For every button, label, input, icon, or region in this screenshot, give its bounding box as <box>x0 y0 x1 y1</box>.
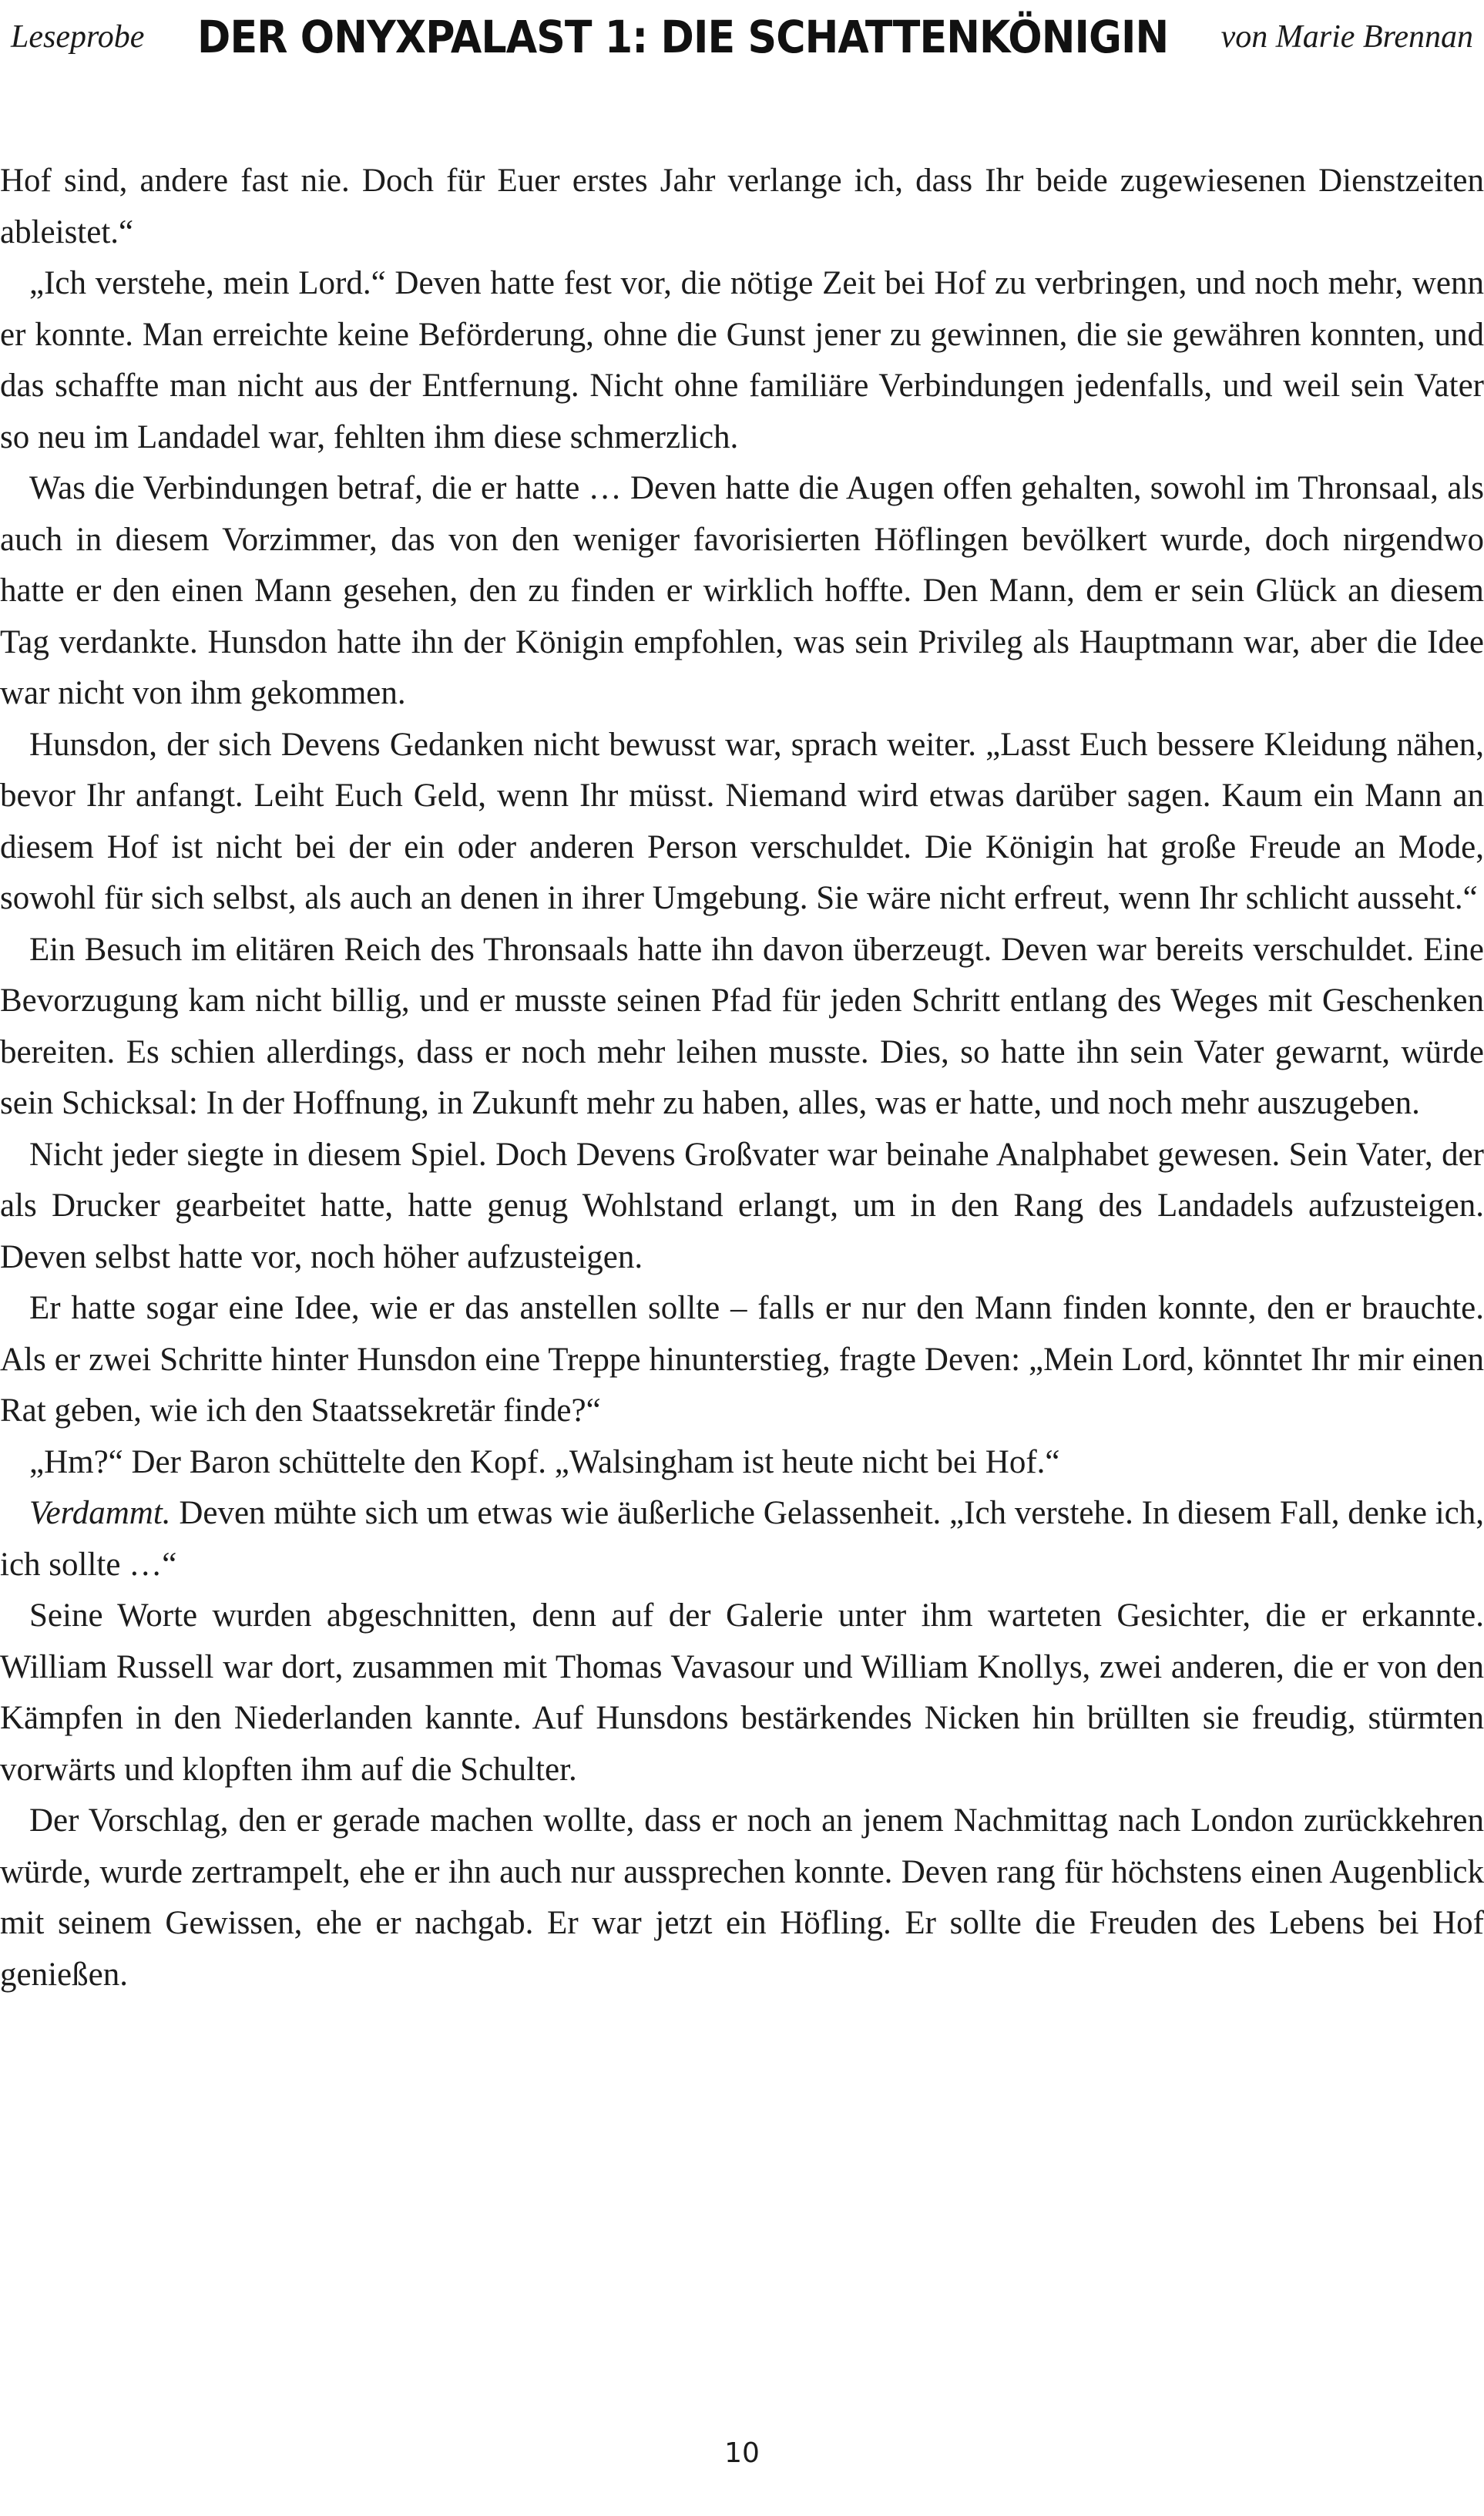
paragraph <box>0 1488 1484 1591</box>
page-number: 10 <box>724 2437 760 2469</box>
paragraph: „Hm?“ Der Baron schüttelte den Kopf. „Walsingham ist heute nicht bei Hof.“ <box>29 1443 1060 1480</box>
paragraph: Der Vorschlag, den er gerade machen wollte, dass er noch an jenem Nachmittag nach London zurückkehren würde, wurde zertrampelt, ehe er ihn auch nur aussprechen konnte. Deven rang für höchstens einen Augenblick mit seinem Gewissen, ehe er nachgab. Er war jetzt ein Höfling. Er sollte die Freuden des Lebens bei Hof genießen. <box>0 1802 1484 1993</box>
paragraph: Er hatte sogar eine Idee, wie er das anstellen sollte – falls er nur den Mann finden konnte, den er brauchte. Als er zwei Schritte hinter Hunsdon eine Treppe hinunterstieg, fragte Deven: „Mein Lord, könntet Ihr mir einen Rat geben, wie ich den Staatssekretär finde?“ <box>0 1290 1484 1429</box>
paragraph: „Ich verstehe, mein Lord.“ Deven hatte fest vor, die nötige Zeit bei Hof zu verbringen, und noch mehr, wenn er konnte. Man erreichte keine Beförderung, ohne die Gunst jener zu gewinnen, die sie gewähren konnten, und das schaffte man nicht aus der Entfernung. Nicht ohne familiäre Verbindungen jedenfalls, und weil sein Vater so neu im Landadel war, fehlten ihm diese schmerzlich. <box>0 265 1484 455</box>
paragraph: Hof sind, andere fast nie. Doch für Euer erstes Jahr verlange ich, dass Ihr beide zugewiesenen Dienstzeiten ableistet.“ <box>0 163 1484 250</box>
italic-exclamation: Verdammt. <box>29 1495 171 1531</box>
running-header <box>0 0 1484 74</box>
paragraph: Was die Verbindungen betraf, die er hatte … Deven hatte die Augen offen gehalten, sowohl im Thronsaal, als auch in diesem Vorzimmer, das von den weniger favorisierten Höflingen bevölkert wurde, doch nirgendwo hatte er den einen Mann gesehen, den zu finden er wirklich hoffte. Den Mann, dem er sein Glück an diesem Tag verdankte. Hunsdon hatte ihn der Königin empfohlen, was sein Privileg als Hauptmann war, aber die Idee war nicht von ihm gekommen. <box>0 470 1484 711</box>
paragraph: Ein Besuch im elitären Reich des Thronsaals hatte ihn davon überzeugt. Deven war bereits verschuldet. Eine Bevorzugung kam nicht billig, und er musste seinen Pfad für jeden Schritt entlang des Weges mit Geschenken bereiten. Es schien allerdings, dass er noch mehr leihen musste. Dies, so hatte ihn sein Vater gewarnt, würde sein Schicksal: In der Hoffnung, in Zukunft mehr zu haben, alles, was er hatte, und noch mehr auszugeben. <box>0 931 1484 1121</box>
paragraph: Hunsdon, der sich Devens Gedanken nicht bewusst war, sprach weiter. „Lasst Euch bessere Kleidung nähen, bevor Ihr anfangt. Leiht Euch Geld, wenn Ihr müsst. Niemand wird etwas darüber sagen. Kaum ein Mann an diesem Hof ist nicht bei der ein oder anderen Person verschuldet. Die Königin hat große Freude an Mode, sowohl für sich selbst, als auch an denen in ihrer Umgebung. Sie wäre nicht erfreut, wenn Ihr schlicht ausseht.“ <box>0 726 1484 916</box>
paragraph: Nicht jeder siegte in diesem Spiel. Doch Devens Großvater war beinahe Analphabet gewesen. Sein Vater, der als Drucker gearbeitet hatte, hatte genug Wohlstand erlangt, um in den Rang des Landadels aufzusteigen. Deven selbst hatte vor, noch höher aufzusteigen. <box>0 1136 1484 1275</box>
paragraph-continuation: Deven mühte sich um etwas wie äußerliche Gelassenheit. „Ich verstehe. In diesem Fall, denke ich, ich sollte …“ <box>0 1495 1484 1583</box>
paragraph: Seine Worte wurden abgeschnitten, denn auf der Galerie unter ihm warteten Gesichter, die er erkannte. William Russell war dort, zusammen mit Thomas Vavasour und William Knollys, zwei anderen, die er von den Kämpfen in den Niederlanden kannte. Auf Hunsdons bestärkendes Nicken hin brüllten sie freudig, stürmten vorwärts und klopften ihm auf die Schulter. <box>0 1597 1484 1788</box>
header-label: Leseprobe <box>11 19 145 55</box>
body-text <box>0 156 1484 2000</box>
author-credit: von Marie Brennan <box>1220 19 1473 55</box>
book-title: DER ONYXPALAST 1: DIE SCHATTENKÖNIGIN <box>196 11 1169 63</box>
